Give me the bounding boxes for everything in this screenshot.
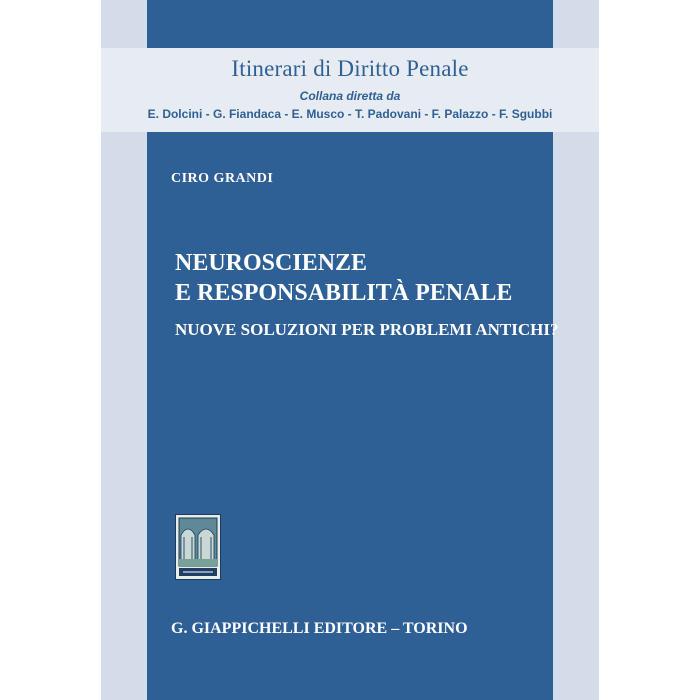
series-editors: E. Dolcini - G. Fiandaca - E. Musco - T. Padovani - F. Palazzo - F. Sgubbi xyxy=(147,107,553,121)
publisher-imprint: G. GIAPPICHELLI EDITORE – TORINO xyxy=(171,620,468,637)
series-direction-label: Collana diretta da xyxy=(299,89,401,103)
book-subtitle: NUOVE SOLUZIONI PER PROBLEMI ANTICHI? xyxy=(175,320,559,339)
publisher-logo-icon xyxy=(175,514,221,580)
series-title: Itinerari di Diritto Penale xyxy=(231,56,469,81)
book-title-line-1: NEUROSCIENZE xyxy=(175,250,368,276)
author-name: CIRO GRANDI xyxy=(171,171,274,186)
book-title-line-2: E RESPONSABILITÀ PENALE xyxy=(175,280,513,306)
